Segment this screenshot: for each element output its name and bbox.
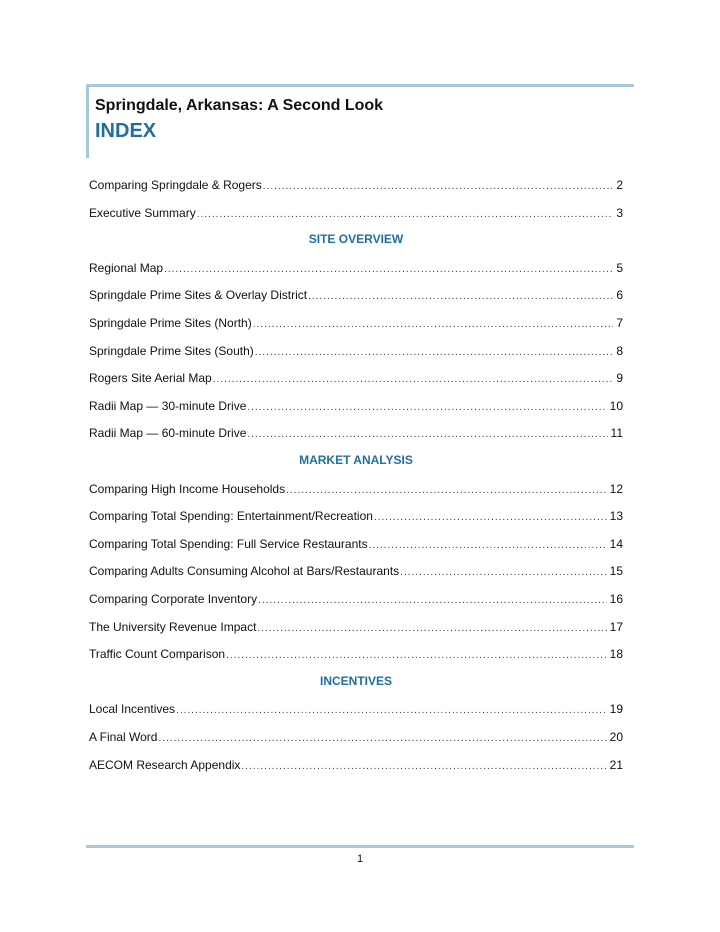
toc-entry[interactable] xyxy=(89,730,623,748)
toc-entry-title: Comparing Springdale & Rogers xyxy=(89,178,262,192)
toc-entry-page: 19 xyxy=(609,702,623,717)
toc-entry-title: Radii Map — 30-minute Drive xyxy=(89,398,247,413)
toc-entry-title: Regional Map xyxy=(89,260,164,275)
document-title: Springdale, Arkansas: A Second Look xyxy=(95,97,384,114)
toc-entry[interactable] xyxy=(89,592,623,610)
toc-leader-dots xyxy=(257,623,606,634)
toc-entry-page: 3 xyxy=(616,205,623,220)
toc-leader-dots xyxy=(164,264,613,275)
toc-entry[interactable] xyxy=(89,344,623,362)
toc-entry-title: Comparing Corporate Inventory xyxy=(89,592,258,606)
toc-entry-title: AECOM Research Appendix xyxy=(89,757,241,772)
toc-leader-dots xyxy=(158,733,606,744)
page-number: 1 xyxy=(356,853,364,865)
toc-entry-page: 5 xyxy=(616,260,623,275)
toc-entry-page: 17 xyxy=(609,619,623,634)
toc-entry-title: A Final Word xyxy=(89,730,158,744)
toc-entry-title: The University Revenue Impact xyxy=(89,619,257,634)
toc-entry[interactable] xyxy=(89,758,623,776)
toc-leader-dots xyxy=(176,705,607,716)
toc-entry[interactable] xyxy=(89,482,623,500)
toc-entry-page: 6 xyxy=(616,288,623,303)
toc-entry-page: 18 xyxy=(609,647,623,662)
toc-entry[interactable] xyxy=(89,371,623,389)
toc-entry[interactable] xyxy=(89,261,623,279)
toc-entry-page: 14 xyxy=(609,536,623,551)
index-heading: INDEX xyxy=(95,120,157,142)
toc-entry[interactable] xyxy=(89,509,623,527)
toc-entry-page: 12 xyxy=(609,481,623,496)
footer-rule xyxy=(86,845,634,848)
toc-leader-dots xyxy=(213,374,614,385)
toc-leader-dots xyxy=(308,291,613,302)
toc-entry-page: 15 xyxy=(609,564,623,579)
toc-leader-dots xyxy=(197,209,614,220)
toc-entry-title: Local Incentives xyxy=(89,702,176,717)
toc-entry-page: 7 xyxy=(616,316,623,330)
toc-entry-page: 16 xyxy=(609,592,623,606)
toc-entry[interactable] xyxy=(89,620,623,638)
toc-leader-dots xyxy=(247,402,606,413)
toc-entry-title: Comparing High Income Households xyxy=(89,481,286,496)
toc-entry[interactable] xyxy=(89,288,623,306)
toc-entry[interactable] xyxy=(89,564,623,582)
toc-entry[interactable] xyxy=(89,647,623,665)
toc-entry-title: Comparing Adults Consuming Alcohol at Bars/Restaurants xyxy=(89,564,400,579)
toc-entry[interactable] xyxy=(89,399,623,417)
toc-entry[interactable] xyxy=(89,178,623,196)
toc-section-heading: MARKET ANALYSIS xyxy=(299,453,413,467)
toc-entry-title: Comparing Total Spending: Full Service Restaurants xyxy=(89,536,368,551)
toc-entry-title: Springdale Prime Sites (North) xyxy=(89,316,252,330)
toc-leader-dots xyxy=(241,761,606,772)
header-accent-bar xyxy=(86,84,89,158)
toc-entry-page: 20 xyxy=(609,730,623,744)
header-top-rule xyxy=(86,84,634,87)
toc-leader-dots xyxy=(258,595,607,606)
toc-leader-dots xyxy=(400,567,606,578)
toc-entry[interactable] xyxy=(89,537,623,555)
toc-leader-dots xyxy=(369,540,607,551)
toc-leader-dots xyxy=(374,512,607,523)
toc-entry-page: 8 xyxy=(616,343,623,358)
toc-entry[interactable] xyxy=(89,316,623,334)
toc-leader-dots xyxy=(255,347,614,358)
toc-leader-dots xyxy=(253,319,614,330)
toc-entry-title: Executive Summary xyxy=(89,205,196,220)
toc-entry-page: 13 xyxy=(609,509,623,524)
toc-entry-title: Springdale Prime Sites (South) xyxy=(89,343,254,358)
toc-leader-dots xyxy=(247,429,607,440)
toc-entry-page: 11 xyxy=(610,426,623,441)
toc-entry-title: Traffic Count Comparison xyxy=(89,647,226,662)
toc-entry[interactable] xyxy=(89,426,623,444)
toc-entry[interactable] xyxy=(89,702,623,720)
toc-entry-page: 21 xyxy=(609,757,623,772)
toc-leader-dots xyxy=(263,181,614,192)
toc-section-heading: SITE OVERVIEW xyxy=(308,232,404,247)
toc-entry-page: 9 xyxy=(616,371,623,386)
toc-section-heading: INCENTIVES xyxy=(319,673,392,688)
toc-entry[interactable] xyxy=(89,206,623,224)
toc-leader-dots xyxy=(286,485,607,496)
toc-entry-title: Radii Map — 60-minute Drive xyxy=(89,426,247,441)
toc-entry-page: 10 xyxy=(609,398,623,413)
toc-leader-dots xyxy=(226,650,607,661)
toc-entry-title: Rogers Site Aerial Map xyxy=(89,371,212,386)
toc-entry-page: 2 xyxy=(616,178,623,192)
toc-entry-title: Springdale Prime Sites & Overlay District xyxy=(89,288,308,303)
document-header xyxy=(95,96,383,144)
toc-entry-title: Comparing Total Spending: Entertainment/Recreation xyxy=(89,509,373,524)
